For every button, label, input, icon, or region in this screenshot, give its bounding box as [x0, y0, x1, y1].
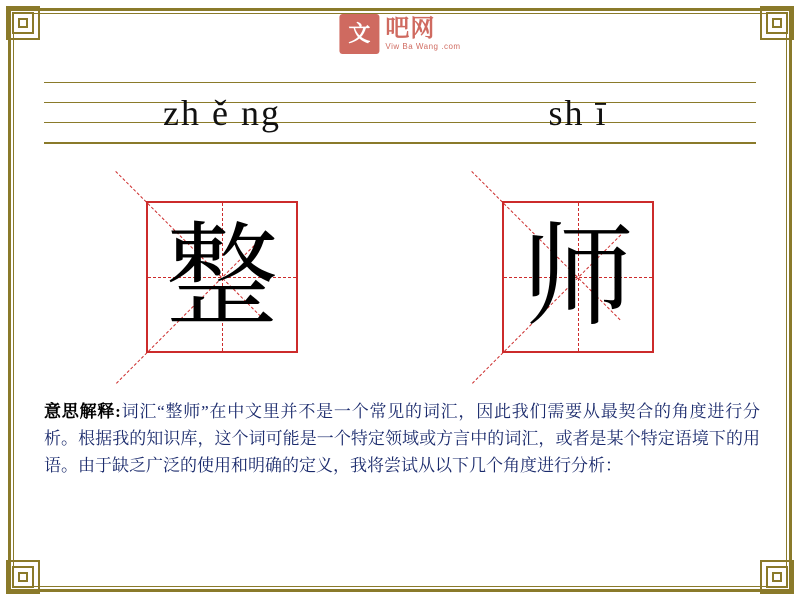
corner-ornament-top-right	[760, 6, 794, 40]
logo-mark-icon: 文	[339, 14, 379, 54]
tianzi-grid-1	[146, 201, 298, 353]
explanation-block	[44, 398, 760, 479]
character-glyph-2: 师	[522, 212, 634, 342]
character-cell-1	[44, 196, 400, 358]
logo-sub-text: Viw Ba Wang .com	[385, 42, 461, 51]
corner-ornament-bottom-left	[6, 560, 40, 594]
pinyin-row	[44, 82, 756, 144]
character-cell-2	[400, 196, 756, 358]
explanation-label: 意思解释:	[44, 402, 121, 421]
pinyin-cell-1: zh ě ng	[163, 93, 281, 133]
corner-ornament-top-left	[6, 6, 40, 40]
explanation-text: 词汇“整师”在中文里并不是一个常见的词汇，因此我们需要从最契合的角度进行分析。根据我的知识库，这个词可能是一个特定领域或方言中的词汇，或者是某个特定语境下的用语。由于缺乏广泛的使用和明确的定义，我将尝试从以下几个角度进行分析：	[44, 402, 760, 475]
site-logo	[339, 14, 460, 54]
pinyin-cell-2: sh ī	[548, 93, 608, 133]
character-glyph-1: 整	[166, 212, 278, 342]
logo-text	[385, 16, 460, 52]
logo-main-text: 吧网	[385, 15, 436, 42]
character-grid-area	[44, 196, 756, 358]
pinyin-area	[44, 82, 756, 164]
tianzi-grid-2	[502, 201, 654, 353]
corner-ornament-bottom-right	[760, 560, 794, 594]
